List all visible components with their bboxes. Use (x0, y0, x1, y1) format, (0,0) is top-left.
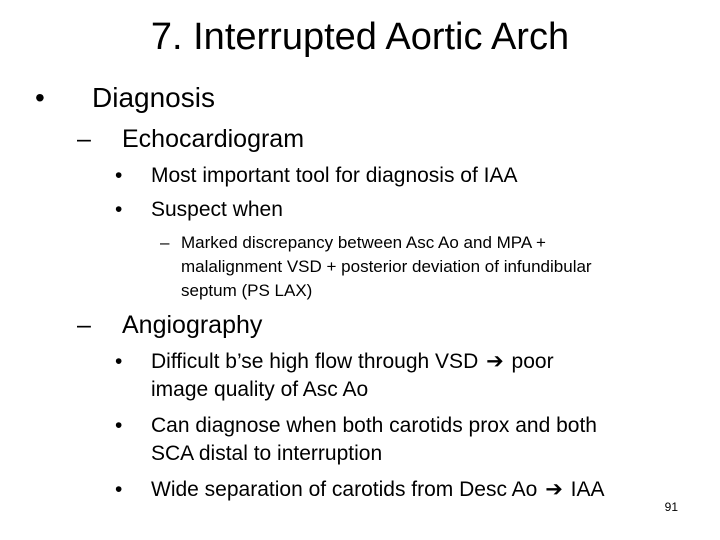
echo-subitem-line: malalignment VSD + posterior deviation of infundibular (181, 257, 592, 276)
page-number: 91 (664, 500, 678, 514)
bullet: • (115, 478, 123, 501)
angiography-heading: Angiography (122, 311, 263, 339)
angio-item-text: Difficult b’se high flow through VSD (151, 350, 479, 373)
right-arrow-icon: ➔ (545, 478, 563, 501)
angio-item (151, 476, 605, 504)
bullet: • (115, 198, 123, 221)
bullet: • (35, 82, 45, 113)
echo-item: Suspect when (151, 198, 283, 221)
angio-item-text: IAA (570, 478, 605, 501)
echo-subitem-line: Marked discrepancy between Asc Ao and MPA + (181, 233, 546, 252)
angio-item (151, 348, 554, 376)
right-arrow-icon: ➔ (486, 350, 504, 373)
angio-item-line: SCA distal to interruption (151, 442, 383, 465)
bullet: • (115, 414, 123, 437)
angio-item-text: Wide separation of carotids from Desc Ao (151, 478, 538, 501)
angio-item-line: image quality of Asc Ao (151, 378, 369, 401)
angio-item: Can diagnose when both carotids prox and both (151, 414, 597, 437)
echo-subitem-line: septum (PS LAX) (181, 281, 313, 300)
echocardiogram-heading: Echocardiogram (122, 125, 305, 153)
angio-item-text: poor (511, 350, 554, 373)
diagnosis-heading: Diagnosis (92, 82, 215, 113)
dash: – (77, 311, 91, 339)
dash: – (77, 125, 91, 153)
dash: – (160, 233, 170, 252)
echo-item: Most important tool for diagnosis of IAA (151, 164, 518, 187)
slide-title: 7. Interrupted Aortic Arch (150, 16, 570, 58)
bullet: • (115, 350, 123, 373)
bullet: • (115, 164, 123, 187)
